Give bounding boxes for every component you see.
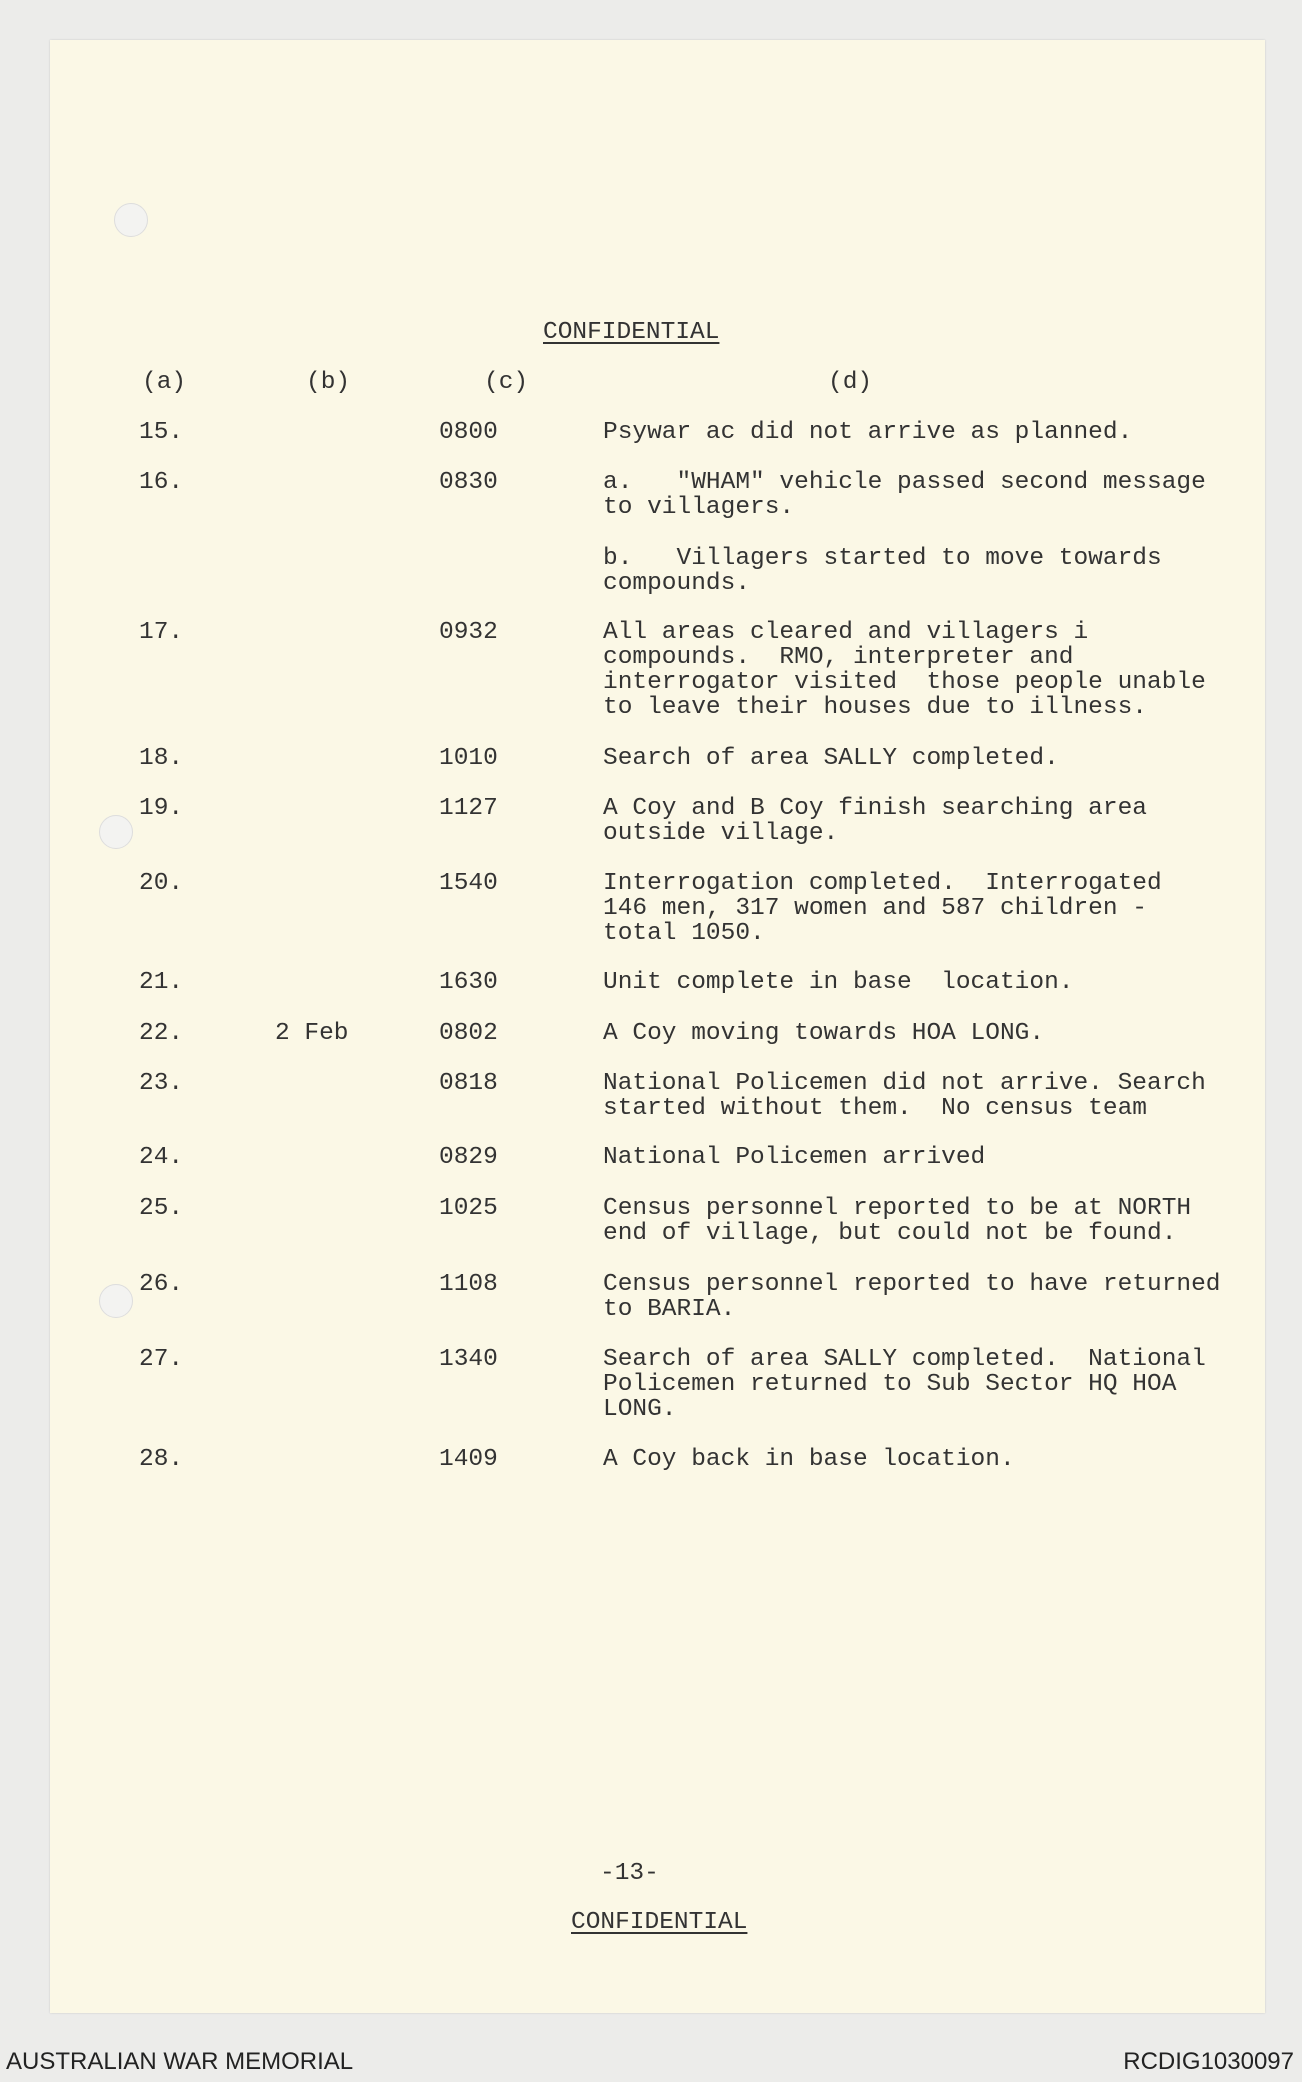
entry-text-line: Search of area SALLY completed. National (603, 1346, 1206, 1373)
entry-serial: 25. (139, 1195, 184, 1222)
entry-text-line: b. Villagers started to move towards (603, 545, 1162, 572)
entry-time: 1630 (439, 969, 498, 996)
entry-time: 1108 (439, 1271, 498, 1298)
entry-serial: 21. (139, 969, 184, 996)
entry-text-line: LONG. (603, 1396, 677, 1423)
entry-text-line: Census personnel reported to be at NORTH (603, 1195, 1192, 1222)
archive-id: RCDIG1030097 (1123, 2048, 1294, 2075)
entry-text-line: All areas cleared and villagers i (603, 619, 1089, 646)
entry-serial: 19. (139, 795, 184, 822)
punch-hole (114, 203, 148, 237)
page-number: -13- (600, 1860, 659, 1887)
entry-serial: 23. (139, 1070, 184, 1097)
entry-text-line: to leave their houses due to illness. (603, 694, 1147, 721)
entry-text-line: to BARIA. (603, 1296, 736, 1323)
entry-serial: 17. (139, 619, 184, 646)
entry-time: 0932 (439, 619, 498, 646)
entry-time: 1340 (439, 1346, 498, 1373)
entry-text-line: started without them. No census team (603, 1095, 1147, 1122)
entry-time: 1540 (439, 870, 498, 897)
entry-text-line: total 1050. (603, 920, 765, 947)
column-header-d: (d) (828, 369, 873, 396)
entry-time: 0802 (439, 1020, 498, 1047)
entry-text-line: interrogator visited those people unable (603, 669, 1206, 696)
entry-serial: 15. (139, 419, 184, 446)
entry-text-line: Psywar ac did not arrive as planned. (603, 419, 1133, 446)
entry-text-line: a. "WHAM" vehicle passed second message (603, 469, 1206, 496)
entry-text-line: Search of area SALLY completed. (603, 745, 1059, 772)
entry-time: 1409 (439, 1446, 498, 1473)
entry-text-line: end of village, but could not be found. (603, 1220, 1177, 1247)
column-header-a: (a) (142, 369, 187, 396)
entry-text-line: Interrogation completed. Interrogated (603, 870, 1162, 897)
entry-time: 1010 (439, 745, 498, 772)
archive-name: AUSTRALIAN WAR MEMORIAL (6, 2048, 354, 2075)
entry-time: 0818 (439, 1070, 498, 1097)
entry-serial: 16. (139, 469, 184, 496)
column-header-c: (c) (484, 369, 529, 396)
entry-text-line: National Policemen did not arrive. Search (603, 1070, 1206, 1097)
entry-serial: 18. (139, 745, 184, 772)
entry-text-line: A Coy back in base location. (603, 1446, 1015, 1473)
entry-text-line: Unit complete in base location. (603, 969, 1074, 996)
entry-serial: 22. (139, 1020, 184, 1047)
punch-hole (99, 1284, 133, 1318)
entry-text-line: outside village. (603, 820, 839, 847)
entry-time: 1127 (439, 795, 498, 822)
entry-time: 0800 (439, 419, 498, 446)
entry-serial: 28. (139, 1446, 184, 1473)
entry-serial: 27. (139, 1346, 184, 1373)
entry-text-line: Policemen returned to Sub Sector HQ HOA (603, 1371, 1177, 1398)
entry-serial: 24. (139, 1144, 184, 1171)
entry-text-line: A Coy and B Coy finish searching area (603, 795, 1147, 822)
entry-text-line: National Policemen arrived (603, 1144, 986, 1171)
entry-text-line: compounds. (603, 570, 751, 597)
entry-time: 0829 (439, 1144, 498, 1171)
column-header-b: (b) (306, 369, 351, 396)
classification-header: CONFIDENTIAL (543, 319, 720, 346)
classification-footer: CONFIDENTIAL (571, 1909, 748, 1936)
entry-text-line: A Coy moving towards HOA LONG. (603, 1020, 1045, 1047)
entry-serial: 26. (139, 1271, 184, 1298)
entry-serial: 20. (139, 870, 184, 897)
entry-text-line: 146 men, 317 women and 587 children - (603, 895, 1147, 922)
entry-date: 2 Feb (275, 1020, 349, 1047)
entry-time: 0830 (439, 469, 498, 496)
entry-text-line: compounds. RMO, interpreter and (603, 644, 1074, 671)
entry-time: 1025 (439, 1195, 498, 1222)
entry-text-line: Census personnel reported to have returned (603, 1271, 1221, 1298)
punch-hole (99, 815, 133, 849)
entry-text-line: to villagers. (603, 494, 795, 521)
